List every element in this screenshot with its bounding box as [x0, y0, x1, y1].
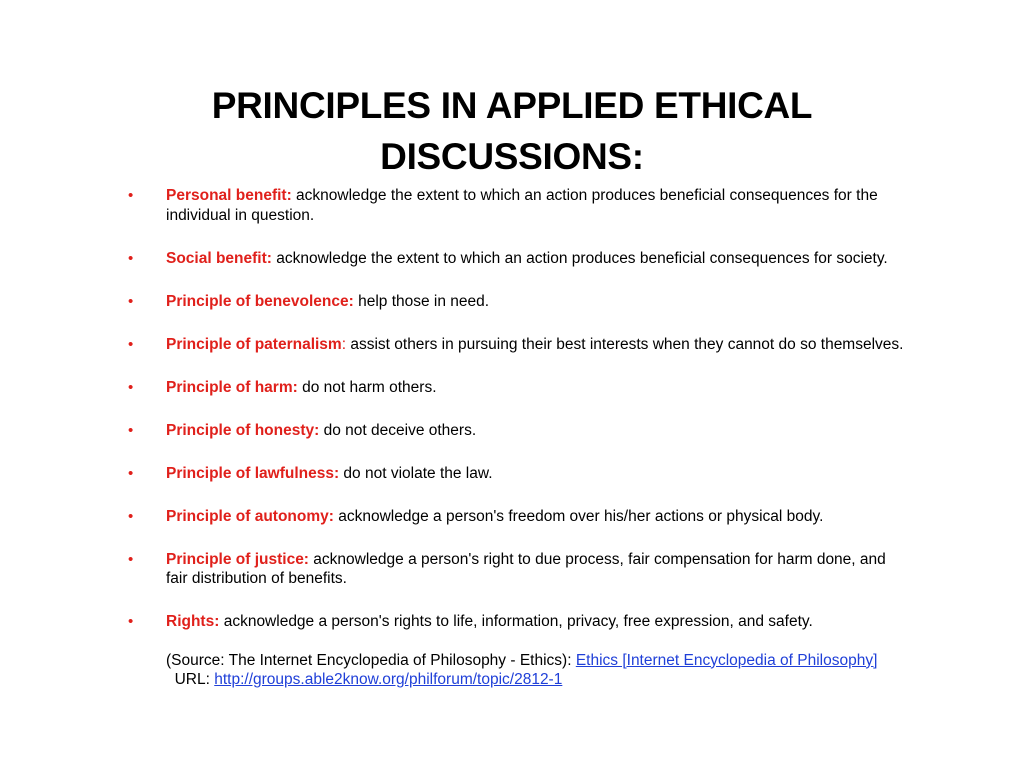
- list-item: [128, 292, 906, 312]
- item-text: do not violate the law.: [339, 464, 493, 482]
- philforum-url-link[interactable]: http://groups.able2know.org/philforum/topic/2812-1: [214, 671, 563, 688]
- item-text: acknowledge a person's freedom over his/her actions or physical body.: [333, 507, 824, 525]
- bullet-icon: •: [128, 550, 134, 568]
- list-item: [128, 378, 906, 398]
- item-term: Principle of lawfulness:: [166, 464, 340, 482]
- slide-title-line-2: DISCUSSIONS:: [380, 136, 644, 177]
- bullet-icon: •: [128, 378, 134, 396]
- bullet-icon: •: [128, 421, 134, 439]
- item-term: Principle of harm:: [166, 378, 298, 396]
- list-item: [128, 421, 906, 441]
- list-item: [128, 335, 906, 355]
- list-item: [128, 612, 906, 690]
- item-text: do not harm others.: [297, 378, 437, 396]
- item-term: Principle of paternalism: [166, 335, 342, 353]
- list-item: [128, 550, 906, 589]
- principles-list: [128, 186, 906, 713]
- item-text: acknowledge the extent to which an action produces beneficial consequences for society.: [271, 249, 888, 267]
- bullet-icon: •: [128, 187, 134, 204]
- item-text: acknowledge a person's rights to life, information, privacy, free expression, and safety.: [219, 613, 813, 630]
- bullet-icon: •: [128, 249, 134, 267]
- bullet-icon: •: [128, 464, 134, 482]
- list-item: [128, 507, 906, 527]
- bullet-icon: •: [128, 335, 134, 353]
- bullet-icon: •: [128, 507, 134, 525]
- item-term: Principle of benevolence:: [166, 292, 354, 310]
- bullet-icon: •: [128, 292, 134, 310]
- source-prefix: (Source: The Internet Encyclopedia of Philosophy - Ethics):: [166, 651, 576, 669]
- list-item: [128, 186, 906, 225]
- item-term: Rights:: [166, 613, 220, 630]
- item-term: Principle of justice:: [166, 550, 309, 568]
- ethics-encyclopedia-link[interactable]: Ethics [Internet Encyclopedia of Philosophy]: [575, 651, 878, 669]
- slide-title: [160, 80, 864, 182]
- item-separator: :: [341, 335, 347, 353]
- item-text: do not deceive others.: [319, 421, 477, 439]
- item-text: acknowledge a person's right to due process, fair compensation for harm done, and fair distribution of benefits.: [166, 550, 886, 587]
- item-term: Social benefit:: [166, 249, 272, 267]
- bullet-icon: •: [128, 613, 134, 630]
- item-text: acknowledge the extent to which an action produces beneficial consequences for the individual in question.: [166, 187, 878, 224]
- item-text: help those in need.: [353, 292, 490, 310]
- list-item: [128, 464, 906, 484]
- list-item: [128, 249, 906, 269]
- source-url-label: URL:: [166, 671, 215, 688]
- source-citation: [166, 651, 906, 690]
- item-term: Principle of honesty:: [166, 421, 320, 439]
- item-term: Personal benefit:: [166, 187, 292, 204]
- item-term: Principle of autonomy:: [166, 507, 334, 525]
- slide-title-line-1: PRINCIPLES IN APPLIED ETHICAL: [211, 85, 813, 126]
- item-text: assist others in pursuing their best interests when they cannot do so themselves.: [346, 335, 904, 353]
